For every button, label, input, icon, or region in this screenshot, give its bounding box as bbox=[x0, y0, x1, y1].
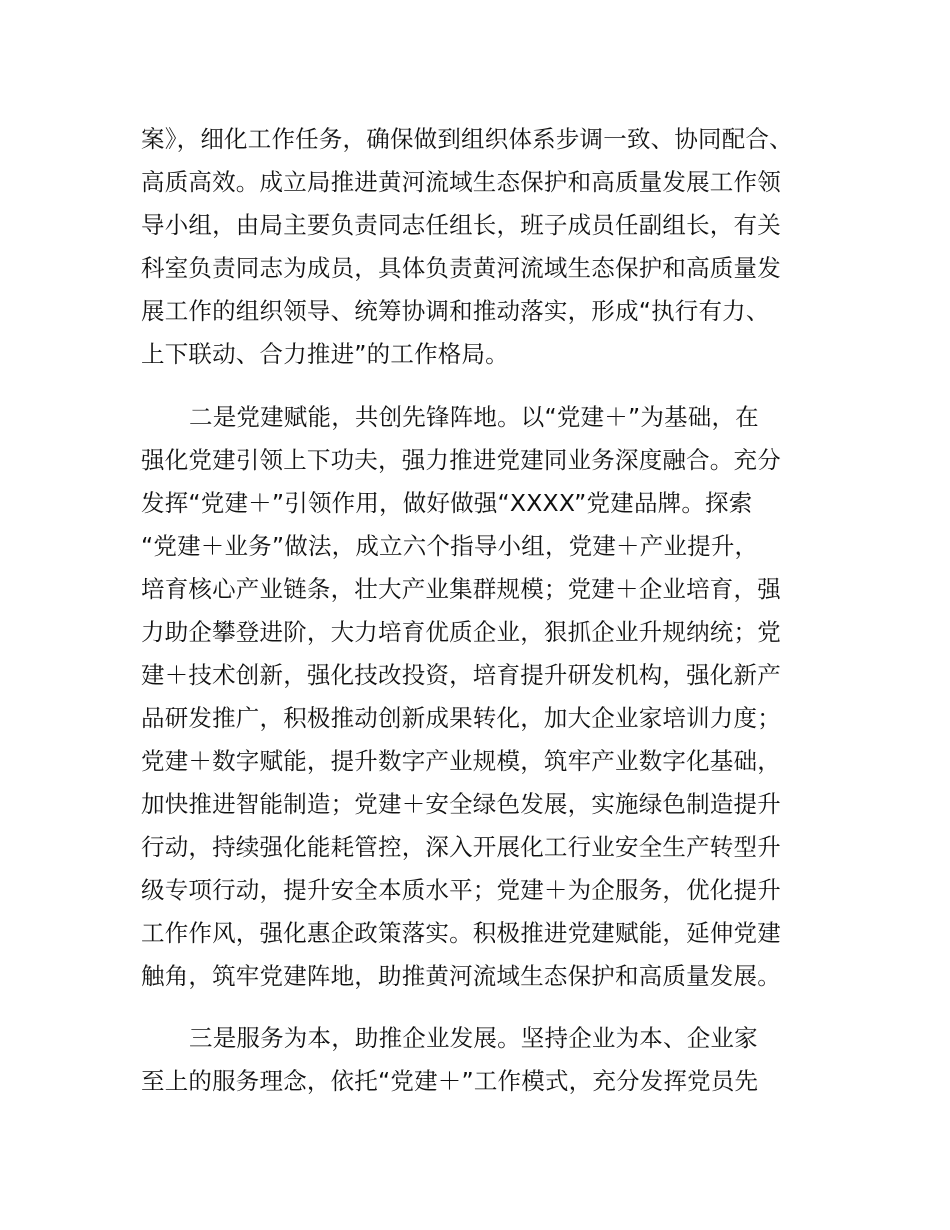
text-line: 建＋技术创新，强化技改投资，培育提升研发机构，强化新产 bbox=[141, 661, 781, 689]
text-line: 三是服务为本，助推企业发展。坚持企业为本、企业家 bbox=[189, 1024, 758, 1052]
text-line: 工作作风，强化惠企政策落实。积极推进党建赋能，延伸党建 bbox=[141, 919, 781, 947]
paragraph-2 bbox=[141, 396, 841, 998]
text-line: 二是党建赋能，共创先锋阵地。以“党建＋”为基础，在 bbox=[189, 403, 759, 431]
text-line: 行动，持续强化能耗管控，深入开展化工行业安全生产转型升 bbox=[141, 833, 781, 861]
text-line: 至上的服务理念，依托“党建＋”工作模式，充分发挥党员先 bbox=[141, 1067, 759, 1095]
text-line: 力助企攀登进阶，大力培育优质企业，狠抓企业升规纳统；党 bbox=[141, 618, 781, 646]
text-line: 高质高效。成立局推进黄河流域生态保护和高质量发展工作领 bbox=[141, 168, 781, 196]
text-line: 培育核心产业链条，壮大产业集群规模；党建＋企业培育，强 bbox=[141, 575, 781, 603]
text-line: 展工作的组织领导、统筹协调和推动落实，形成“执行有力、 bbox=[141, 297, 770, 325]
text-line: 发挥“党建＋”引领作用，做好做强“XXXX”党建品牌。探索 bbox=[141, 489, 753, 517]
text-line: 导小组，由局主要负责同志任组长，班子成员任副组长，有关 bbox=[141, 211, 781, 239]
paragraph-1 bbox=[141, 118, 841, 376]
text-line: 品研发推广，积极推动创新成果转化，加大企业家培训力度； bbox=[141, 704, 781, 732]
text-line: 加快推进智能制造；党建＋安全绿色发展，实施绿色制造提升 bbox=[141, 790, 781, 818]
text-line: 科室负责同志为成员，具体负责黄河流域生态保护和高质量发 bbox=[141, 254, 781, 282]
text-line: 触角，筑牢党建阵地，助推黄河流域生态保护和高质量发展。 bbox=[141, 962, 781, 990]
text-line: “党建＋业务”做法，成立六个指导小组，党建＋产业提升， bbox=[141, 532, 759, 560]
text-line: 党建＋数字赋能，提升数字产业规模，筑牢产业数字化基础， bbox=[141, 747, 781, 775]
paragraph-3 bbox=[141, 1017, 841, 1103]
text-line: 案》，细化工作任务，确保做到组织体系步调一致、协同配合、 bbox=[141, 125, 793, 153]
text-line: 级专项行动，提升安全本质水平；党建＋为企服务，优化提升 bbox=[141, 876, 781, 904]
text-line: 强化党建引领上下功夫，强力推进党建同业务深度融合。充分 bbox=[141, 446, 781, 474]
text-line: 上下联动、合力推进”的工作格局。 bbox=[141, 340, 509, 368]
